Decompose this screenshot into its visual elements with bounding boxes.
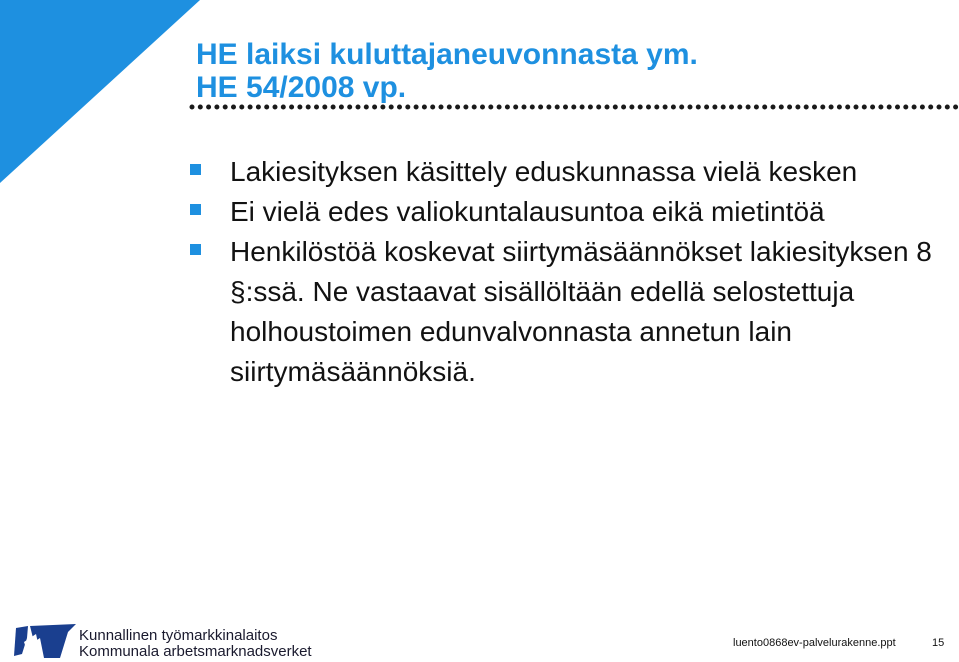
square-bullet-icon [190, 204, 201, 215]
title-line-1: HE laiksi kuluttajaneuvonnasta ym. [196, 38, 698, 71]
page-number: 15 [932, 637, 945, 649]
square-bullet-icon [190, 244, 201, 255]
slide-title [196, 38, 698, 104]
bullet-item [190, 192, 950, 232]
bullet-text: Henkilöstöä koskevat siirtymäsäännökset lakiesityksen 8 §:ssä. Ne vastaavat sisällöltään edellä selostettuja holhoustoimen edunvalvonnasta annetun lain siirtymäsäännöksiä. [230, 236, 932, 387]
title-line-2: HE 54/2008 vp. [196, 71, 407, 104]
org-name-swedish: Kommunala arbetsmarknadsverket [79, 643, 312, 660]
organization-logo-icon [14, 624, 76, 658]
org-name-finnish: Kunnallinen työmarkkinalaitos [79, 627, 278, 644]
bullet-list [190, 152, 950, 392]
organization-name [79, 628, 312, 660]
bullet-text: Lakiesityksen käsittely eduskunnassa vielä kesken [230, 156, 858, 187]
bullet-item [190, 152, 950, 192]
square-bullet-icon [190, 164, 201, 175]
bullet-text: Ei vielä edes valiokuntalausuntoa eikä mietintöä [230, 196, 825, 227]
bullet-item [190, 232, 950, 392]
file-name: luento0868ev-palvelurakenne.ppt [733, 637, 896, 649]
dotted-divider [189, 103, 959, 111]
corner-decoration [0, 0, 205, 185]
